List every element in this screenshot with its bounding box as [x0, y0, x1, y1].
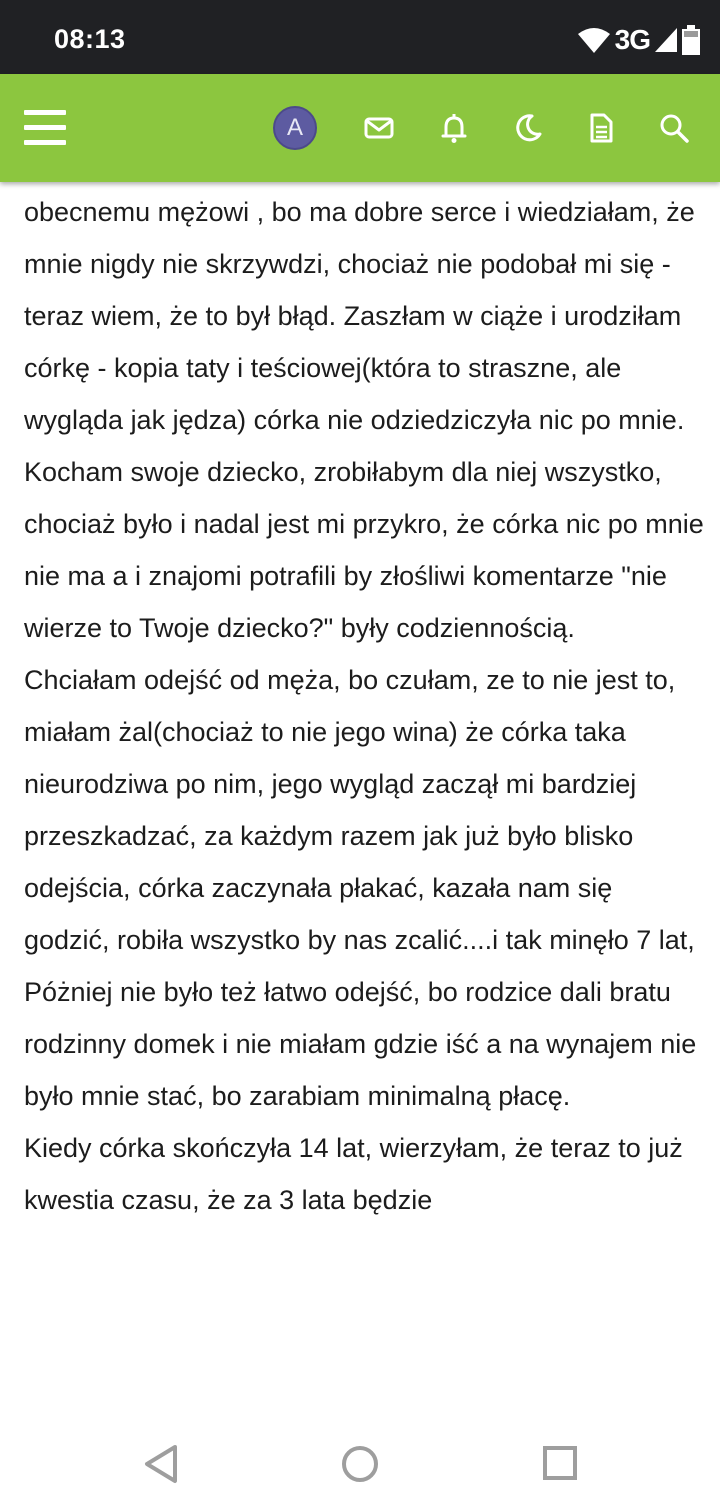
- user-avatar[interactable]: A: [273, 106, 317, 150]
- moon-icon[interactable]: [512, 112, 544, 144]
- document-icon[interactable]: [585, 112, 617, 144]
- search-icon[interactable]: [658, 112, 690, 144]
- cell-signal-icon: [654, 27, 678, 53]
- status-time: 08:13: [54, 24, 126, 54]
- wifi-icon: [577, 26, 611, 54]
- system-nav-bar: [0, 1418, 720, 1512]
- status-icons: [577, 24, 700, 56]
- article-paragraph: Chciałam odejść od męża, bo czułam, ze to nie jest to, miałam żal(chociaż to nie jego wina) że córka taka nieurodziwa po nim, jego wygląd zaczął mi bardziej przeszkadzać, za każdym razem jak już było blisko odejścia, córka zaczynała płakać, kazała nam się godzić, robiła wszystko by nas zcalić....i tak minęło 7 lat, Póżniej nie było też łatwo odejść, bo rodzice dali bratu rodzinny domek i nie miałam gdzie iść a na wynajem nie było mnie stać, bo zarabiam minimalną płacę.: [24, 665, 697, 1111]
- status-bar: [0, 0, 720, 74]
- article-paragraph: Kiedy córka skończyła 14 lat, wierzyłam, że teraz to już kwestia czasu, że za 3 lata będzie: [24, 1133, 683, 1215]
- app-toolbar: [0, 74, 720, 182]
- home-icon[interactable]: [340, 1444, 380, 1484]
- recents-icon[interactable]: [542, 1444, 578, 1484]
- bell-icon[interactable]: [438, 112, 470, 144]
- article-paragraph: obecnemu mężowi , bo ma dobre serce i wiedziałam, że mnie nigdy nie skrzywdzi, chociaż nie podobał mi się - teraz wiem, że to był błąd. Zaszłam w ciąże i urodziłam córkę - kopia taty i teściowej(która to straszne, ale wygląda jak jędza) córka nie odziedziczyła nic po mnie. Kocham swoje dziecko, zrobiłabym dla niej wszystko, chociaż było i nadal jest mi przykro, że córka nic po mnie nie ma a i znajomi potrafili by złośliwi komentarze "nie wierze to Twoje dziecko?" były codziennością.: [24, 197, 704, 643]
- network-type-label: 3G: [614, 24, 650, 55]
- mail-icon[interactable]: [363, 112, 395, 144]
- article-body: [24, 186, 704, 1418]
- menu-icon[interactable]: [24, 108, 66, 148]
- back-icon[interactable]: [142, 1444, 180, 1484]
- battery-icon: [682, 25, 700, 55]
